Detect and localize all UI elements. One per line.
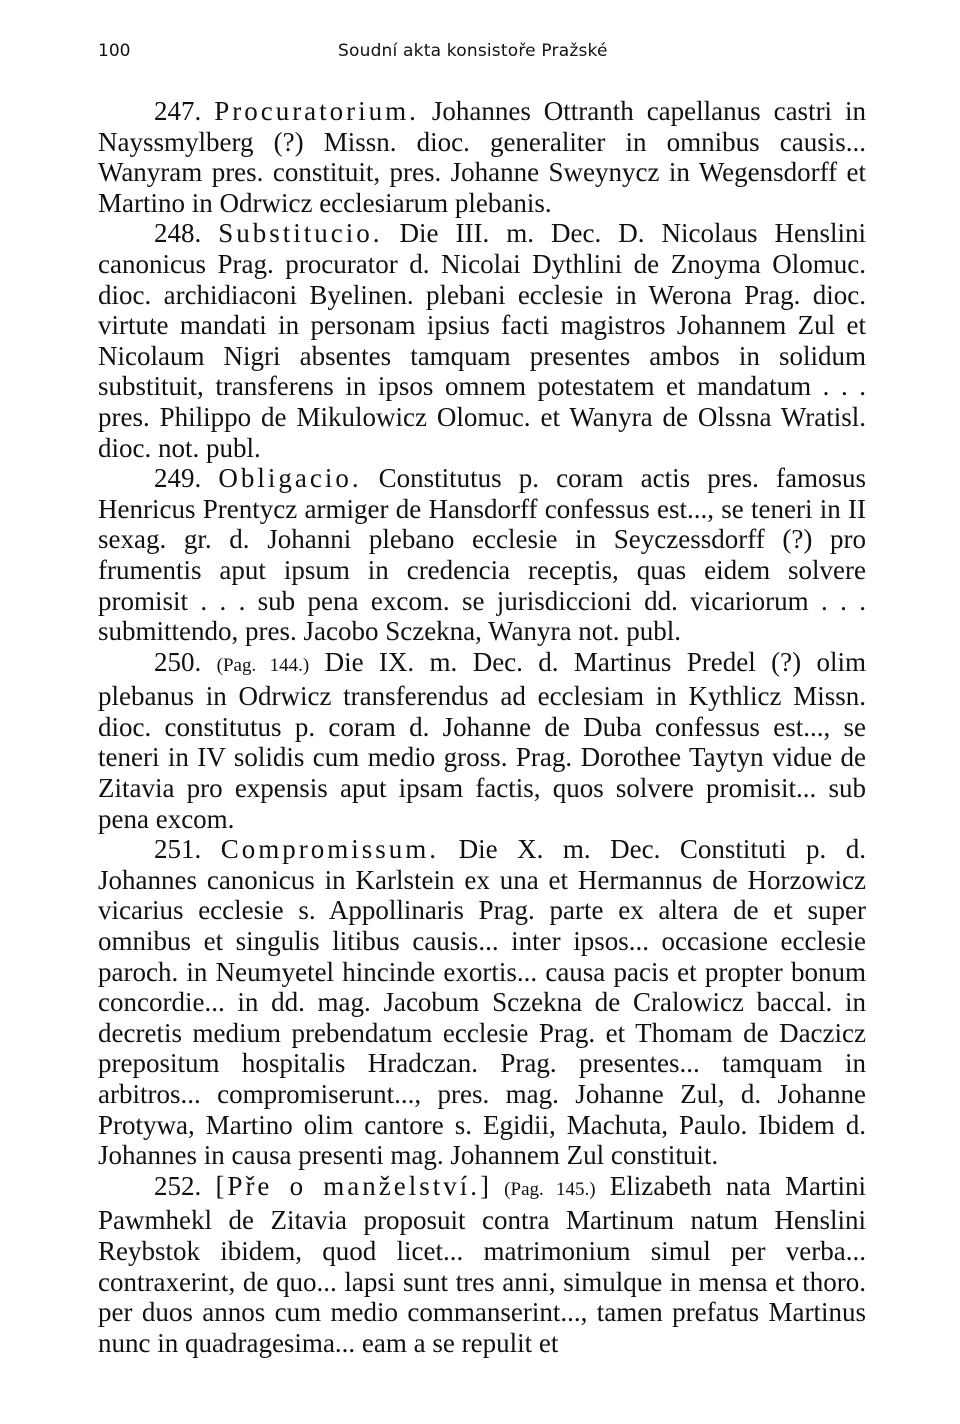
entry-251 (98, 834, 866, 1171)
running-title: Soudní akta konsistoře Pražské (338, 41, 608, 61)
entry-body: Die X. m. Dec. Constituti p. d. Johannes canonicus in Karlstein ex una et Hermannus de Horzowicz vicarius ecclesie s. Appollinaris Prag. parte ex altera de et super omnibus et singulis litibus causis... inter ipsos... occasione ecclesie paroch. in Neumyetel hincinde exortis... causa pacis et propter bonum concordie... in dd. mag. Jacobum Sczekna de Cralowicz baccal. in decretis medium prebendatum ecclesie Prag. et Thomam de Daczicz prepositum hospitalis Hradczan. Prag. presentes... tamquam in arbitros... compromiserunt..., pres. mag. Johanne Zul, d. Johanne Protywa, Martino olim cantore s. Egidii, Machuta, Paulo. Ibidem d. Johannes in causa presenti mag. Johannem Zul constituit. (98, 834, 866, 1171)
entry-number: 248. (154, 218, 219, 249)
entry-number: 251. (154, 834, 221, 865)
entry-body: Johannes Ottranth capellanus castri in Nayssmylberg (?) Missn. dioc. generaliter in omnibus causis... Wanyram pres. constituit, pres. Johanne Sweynycz in Wegensdorff et Martino in Odrwicz ecclesiarum plebanis. (98, 96, 866, 218)
entry-number: 249. (154, 463, 219, 494)
entry-body: Die III. m. Dec. D. Nicolaus Henslini canonicus Prag. procurator d. Nicolai Dythlini de Znoyma Olomuc. dioc. archidiaconi Byelinen. plebani ecclesie in Werona Prag. dioc. virtute mandati in personam ipsius facti magistros Johannem Zul et Nicolaum Nigri absentes tamquam presentes ambos in solidum substituit, transferens in ipsos omnem potestatem et mandatum . . . pres. Philippo de Mikulowicz Olomuc. et Wanyra de Olssna Wratisl. dioc. not. publ. (98, 218, 866, 463)
entry-number: 247. (154, 96, 215, 126)
entry-248 (98, 218, 866, 463)
page-reference: (Pag. 144.) (216, 654, 310, 676)
entry-heading: Substitucio. (218, 218, 383, 249)
entry-body: Constitutus p. coram actis pres. famosus Henricus Prentycz armiger de Hansdorff confessus est..., se teneri in II sexag. gr. d. Johanni plebano ecclesie in Seyczessdorff (?) pro frumentis aput ipsum in credencia receptis, quas eidem solvere promisit . . . sub pena excom. se jurisdiccioni dd. vicariorum . . . submittendo, pres. Jacobo Sczekna, Wanyra not. publ. (98, 463, 867, 647)
entry-249 (98, 463, 866, 647)
entry-number: 252. (154, 1170, 216, 1201)
entry-247 (98, 96, 866, 218)
entry-252 (98, 1171, 866, 1359)
main-text (98, 96, 866, 1358)
entry-heading: Procuratorium. (214, 96, 419, 126)
entry-body: Die IX. m. Dec. d. Martinus Predel (?) olim plebanus in Odrwicz transferendus ad ecclesiam in Kythlicz Missn. dioc. constitutus p. coram d. Johanne de Duba confessus est..., se teneri in IV solidis cum medio gross. Prag. Dorothee Taytyn vidue de Zitavia pro expensis aput ipsam factis, quos solvere promisit... sub pena excom. (98, 646, 867, 834)
page-reference: (Pag. 145.) (492, 1178, 596, 1200)
entry-body: Elizabeth nata Martini Pawmhekl de Zitavia proposuit contra Martinum natum Henslini Reybstok ibidem, quod licet... matrimonium simul per verba... contraxerint, de quo... lapsi sunt tres anni, simulque in mensa et thoro. per duos annos cum medio commanserint..., tamen prefatus Martinus nunc in quadragesima... eam a se repulit et (98, 1170, 866, 1358)
entry-250 (98, 647, 866, 835)
entry-heading: Obligacio. (218, 463, 362, 494)
page-number: 100 (98, 41, 131, 61)
entry-heading: [Pře o manželství.] (215, 1170, 492, 1201)
entry-heading: Compromissum. (220, 834, 440, 865)
entry-number: 250. (154, 646, 217, 677)
running-header (98, 38, 866, 64)
